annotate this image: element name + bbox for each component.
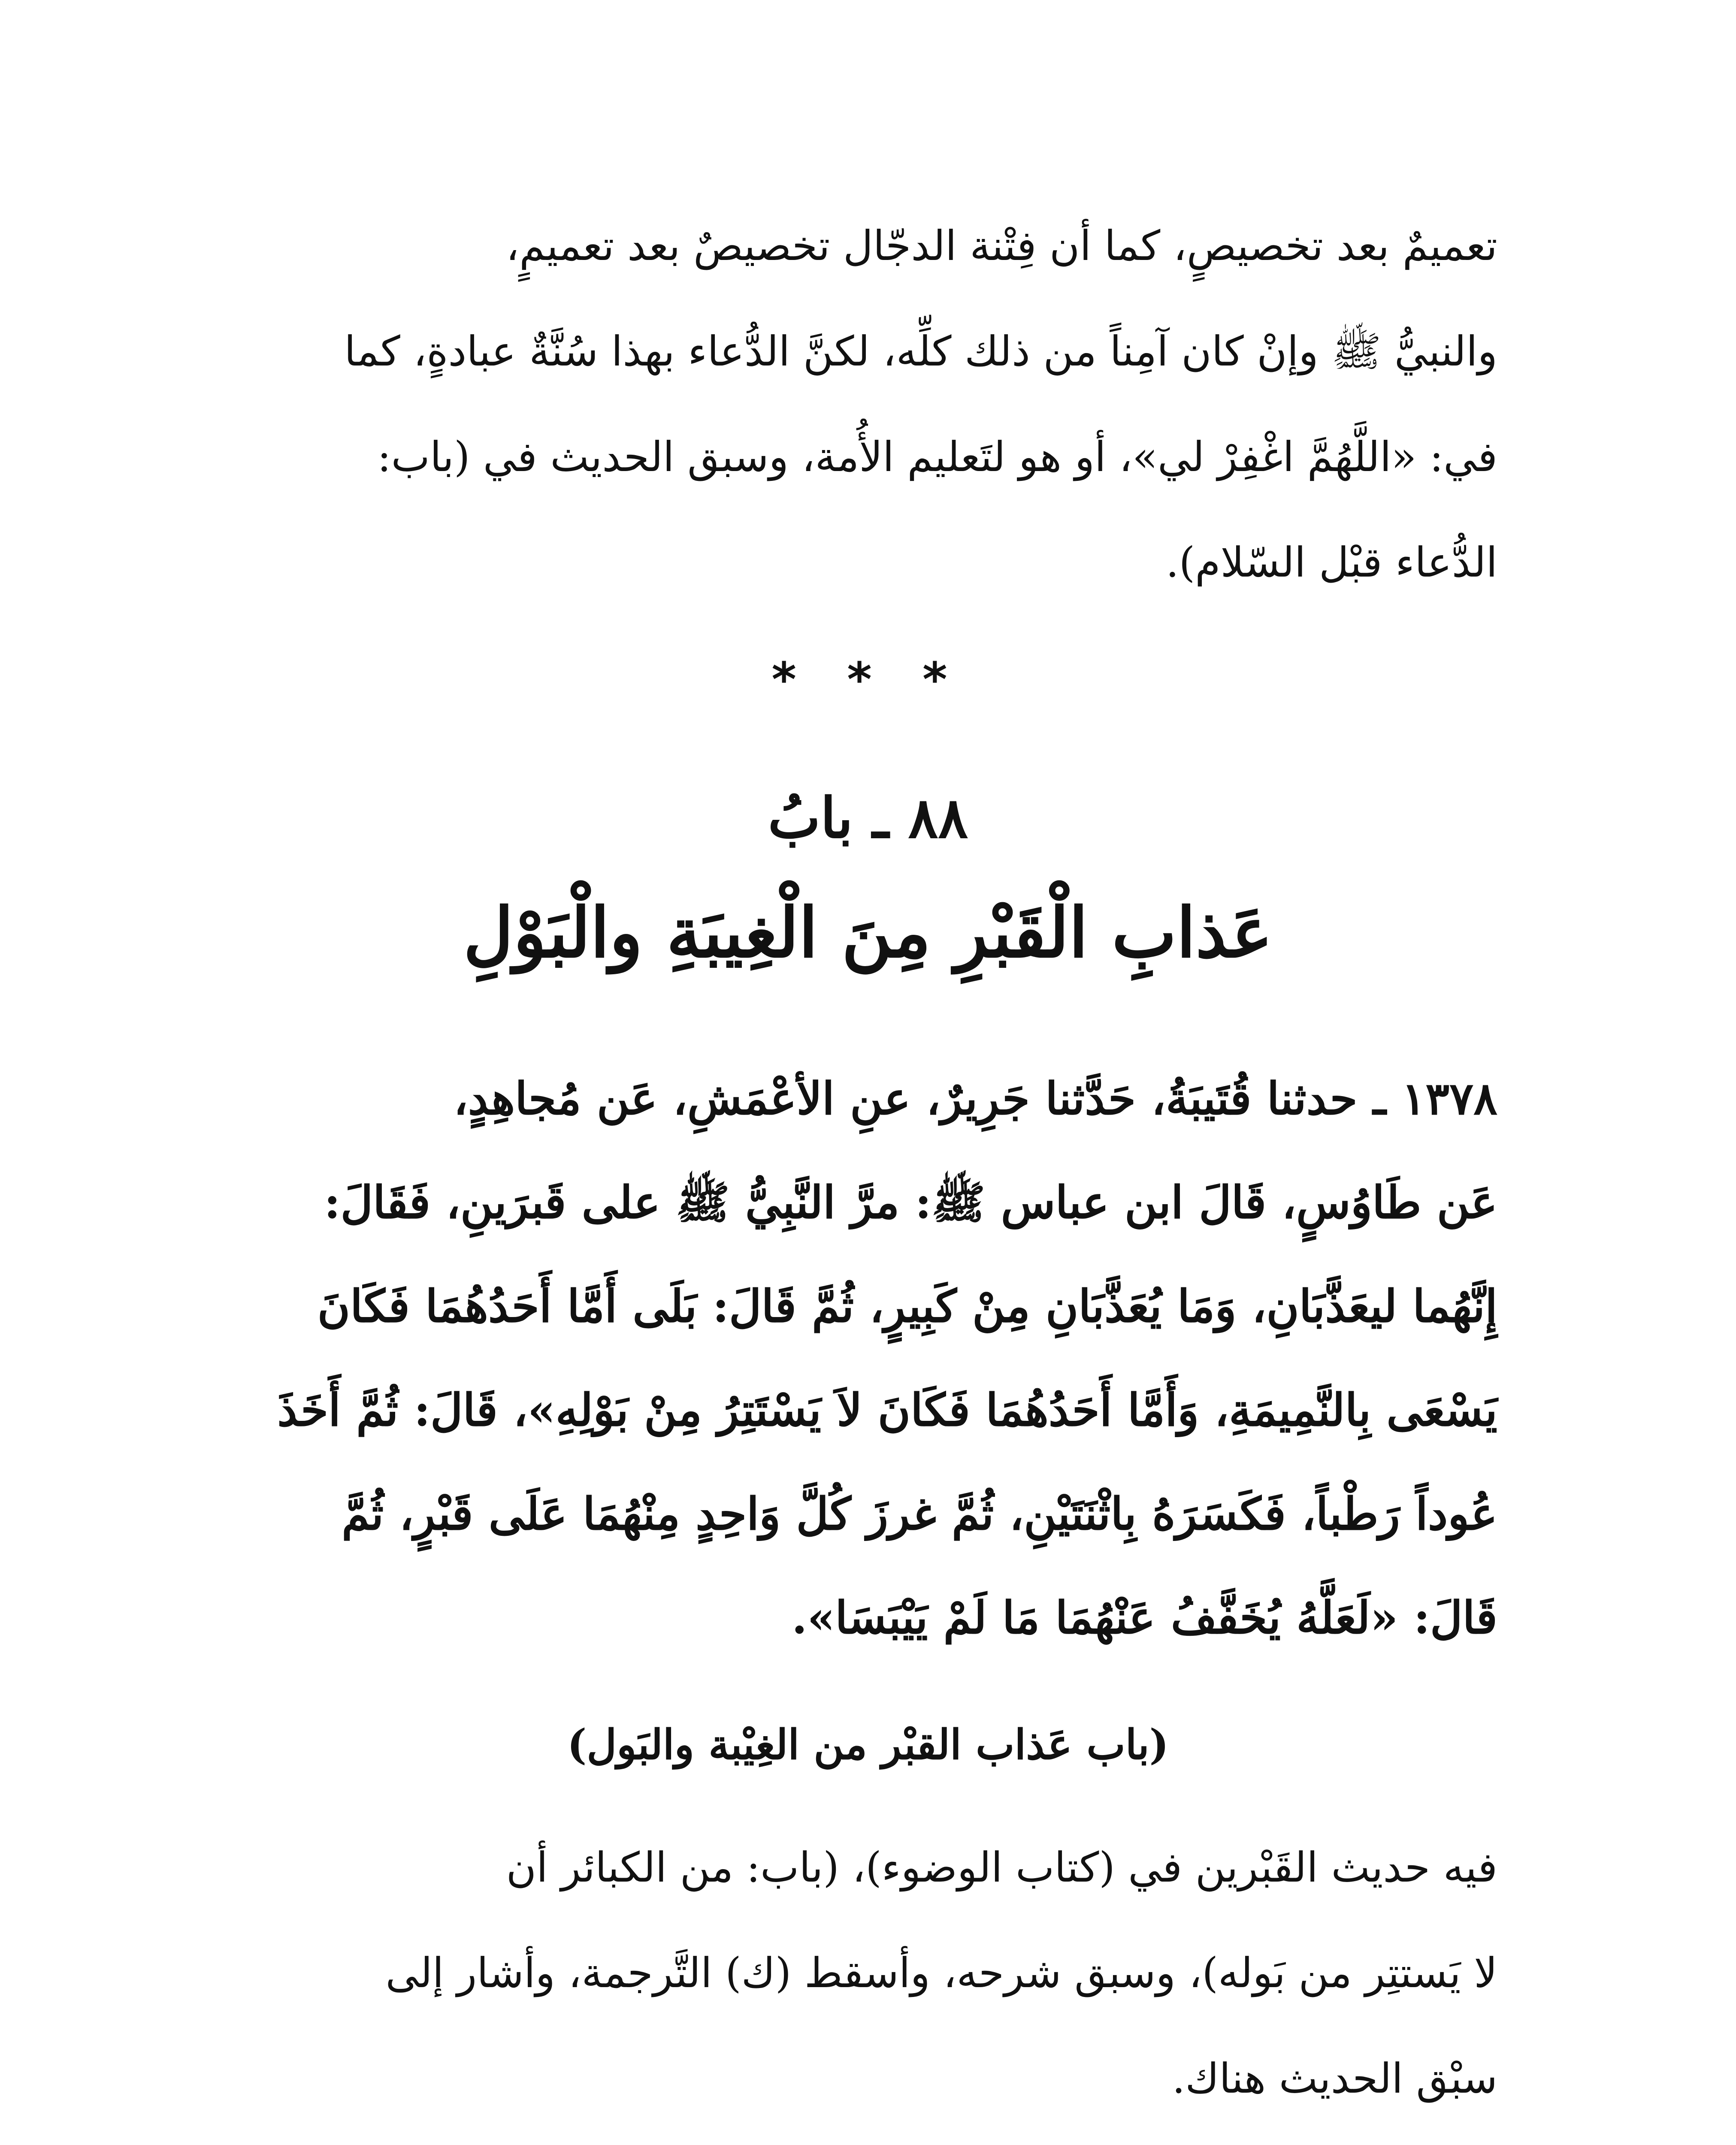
commentary-text — [240, 193, 1497, 615]
text-line: تعميمٌ بعد تخصيصٍ، كما أن فِتْنة الدجّال تخصيصٌ بعد تعميمٍ، — [506, 222, 1497, 270]
text-line: يَسْعَى بِالنَّمِيمَةِ، وَأَمَّا أَحَدُهُمَا فَكَانَ لاَ يَسْتَتِرُ مِنْ بَوْلِهِ»، قَالَ: ثُمَّ أَخَذَ — [277, 1384, 1497, 1436]
text-line: ١٣٧٨ ـ حدثنا قُتَيبَةُ، حَدَّثنا جَرِيرٌ، عنِ الأعْمَشِ، عَن مُجاهِدٍ، — [454, 1072, 1497, 1125]
commentary-heading: (باب عَذاب القبْر من الغِيْبة والبَول) — [567, 1720, 1169, 1769]
chapter-number: ٨٨ ـ بابُ — [768, 785, 968, 851]
section-separator: * * * — [771, 652, 965, 707]
text-line — [240, 2132, 1497, 2145]
text-line: الدُّعاء قبْل السّلام). — [1166, 538, 1497, 586]
text-line: فيه حديث القَبْرين في (كتاب الوضوء)، (باب: من الكبائر أن — [506, 1843, 1497, 1891]
text-line: عَن طَاوُسٍ، قَالَ ابن عباس ﷺ: مرَّ النَّبِيُّ ﷺ على قَبرَينِ، فَقَالَ: — [324, 1176, 1497, 1229]
text-line: والنبيُّ ﷺ وإنْ كان آمِناً من ذلك كلِّه، لكنَّ الدُّعاء بهذا سُنَّةٌ عبادةٍ، كما — [344, 327, 1497, 375]
commentary-paragraph — [240, 1815, 1497, 2131]
chapter-title: عَذابِ الْقَبْرِ مِنَ الْغِيبَةِ والْبَوْلِ — [463, 892, 1273, 973]
commentary-paragraph — [240, 2132, 1497, 2145]
text-line: عُوداً رَطْباً، فَكَسَرَهُ بِاثْنَتَيْنِ، ثُمَّ غرزَ كُلَّ وَاحِدٍ مِنْهُمَا عَلَى قَبْرٍ، ثُمَّ — [342, 1487, 1497, 1540]
commentary-text — [240, 1815, 1497, 2131]
commentary-paragraph-top — [240, 193, 1497, 615]
text-line: في: «اللَّهُمَّ اغْفِرْ لي»، أو هو لتَعليم الأُمة، وسبق الحديث في (باب: — [377, 433, 1497, 481]
text-line: لا يَستتِر من بَوله)، وسبق شرحه، وأسقط (ك) التَّرجمة، وأشار إلى — [385, 1949, 1497, 1997]
hadith-paragraph — [240, 1047, 1497, 1670]
text-line: قَالَ: «لَعَلَّهُ يُخَفَّفُ عَنْهُمَا مَا لَمْ يَيْبَسَا». — [792, 1591, 1497, 1644]
commentary-text — [240, 2132, 1497, 2145]
text-line: إِنَّهُما ليعَذَّبَانِ، وَمَا يُعَذَّبَانِ مِنْ كَبِيرٍ، ثُمَّ قَالَ: بَلَى أَمَّا أَحَدُهُمَا فَكَانَ — [317, 1280, 1497, 1332]
hadith-text — [240, 1047, 1497, 1670]
text-line: سبْق الحديث هناك. — [1172, 2054, 1497, 2103]
